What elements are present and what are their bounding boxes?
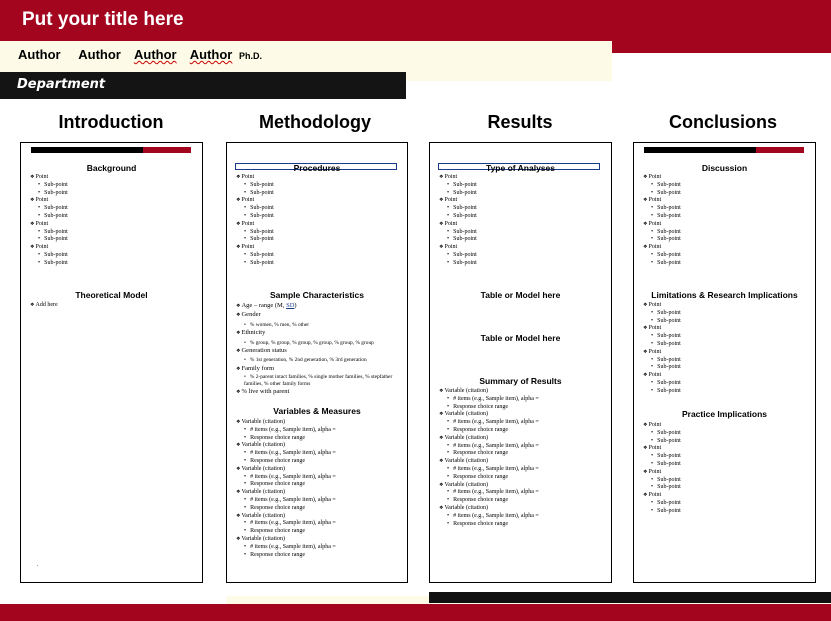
list-item: • Sub-point [643, 461, 681, 469]
list-item: ❖ Point [439, 174, 477, 182]
list-item: • # items (e.g., Sample item), alpha = [236, 520, 336, 528]
list-item: • Sub-point [643, 318, 681, 326]
results-panel[interactable] [429, 142, 612, 583]
conclusions-panel[interactable] [633, 142, 816, 583]
list-item: • Sub-point [30, 182, 68, 190]
list-item: ❖ Point [643, 221, 681, 229]
footer-bar [0, 604, 831, 621]
list-item: ❖ Family form [236, 365, 394, 374]
list-item: • Sub-point [236, 205, 274, 213]
list-item: • Response choice range [236, 481, 336, 489]
author-line[interactable] [18, 47, 272, 62]
summary-results-title: Summary of Results [479, 376, 562, 386]
list-item: • # items (e.g., Sample item), alpha = [236, 427, 336, 435]
stray-dot: . [37, 562, 39, 568]
list-item: ❖ Point [643, 469, 681, 477]
list-item: • # items (e.g., Sample item), alpha = [439, 466, 539, 474]
list-item: ❖ Variable (citation) [439, 435, 539, 443]
list-item: ❖ Point [643, 197, 681, 205]
age-sd: SD [286, 302, 295, 309]
list-item: ❖ Point [236, 174, 274, 182]
list-item: ❖ Variable (citation) [236, 419, 336, 427]
list-item: ❖ Variable (citation) [236, 513, 336, 521]
panel-accent-strip [31, 147, 191, 153]
list-item: ❖ Point [643, 174, 681, 182]
list-item: • # items (e.g., Sample item), alpha = [439, 443, 539, 451]
list-item: • Sub-point [439, 260, 477, 268]
list-item: • Sub-point [236, 229, 274, 237]
list-item: ❖ Add here [30, 302, 58, 310]
list-item: • Sub-point [643, 500, 681, 508]
limitations-title: Limitations & Research Implications [651, 290, 798, 300]
methodology-panel[interactable] [226, 142, 408, 583]
list-item: • # items (e.g., Sample item), alpha = [439, 396, 539, 404]
age-label: Age – range (M [241, 302, 283, 309]
list-item: • Sub-point [439, 205, 477, 213]
list-item: ❖ Point [236, 221, 274, 229]
list-item: • % group, % group, % group, % group, % group, % group [236, 339, 394, 347]
list-item: • % 1st generation, % 2nd generation, % 3rd generation [236, 356, 394, 364]
list-item: • Sub-point [643, 182, 681, 190]
practice-list [643, 422, 681, 516]
list-item: • Sub-point [236, 190, 274, 198]
list-item: • Sub-point [30, 252, 68, 260]
list-item: • # items (e.g., Sample item), alpha = [236, 497, 336, 505]
list-item: • Sub-point [439, 229, 477, 237]
list-item: ❖ Point [236, 197, 274, 205]
sample-list [236, 302, 394, 398]
list-item: • # items (e.g., Sample item), alpha = [439, 513, 539, 521]
heading-introduction[interactable]: Introduction [58, 112, 164, 132]
footer-dark-band [429, 592, 831, 603]
list-item: • % women, % men, % other [236, 321, 394, 329]
list-item: • Sub-point [643, 205, 681, 213]
introduction-panel[interactable] [20, 142, 203, 583]
discussion-title: Discussion [701, 163, 748, 173]
list-item: • Sub-point [643, 357, 681, 365]
background-title: Background [86, 163, 137, 173]
list-item: ❖ Point [236, 244, 274, 252]
procedures-title: Procedures [293, 163, 341, 173]
list-item: ❖ Point [643, 302, 681, 310]
procedures-list [236, 174, 274, 268]
discussion-list [643, 174, 681, 268]
list-item: • Sub-point [643, 341, 681, 349]
list-item: • Sub-point [643, 229, 681, 237]
list-item: ❖ Point [30, 221, 68, 229]
table-placeholder-1: Table or Model here [480, 290, 561, 300]
list-item: ❖ Variable (citation) [439, 482, 539, 490]
list-item: ❖ Variable (citation) [439, 411, 539, 419]
list-item: • Response choice range [439, 450, 539, 458]
list-item: • Response choice range [236, 528, 336, 536]
list-item: ❖ Point [643, 445, 681, 453]
list-item: • Sub-point [643, 438, 681, 446]
list-item: • Sub-point [643, 388, 681, 396]
list-item: • Response choice range [439, 521, 539, 529]
list-item: • Sub-point [643, 310, 681, 318]
variables-measures-title: Variables & Measures [273, 406, 361, 416]
list-item: • Sub-point [643, 190, 681, 198]
list-item: • # items (e.g., Sample item), alpha = [236, 474, 336, 482]
theoretical-list [30, 302, 58, 310]
type-of-analyses-title: Type of Analyses [486, 163, 555, 173]
list-item: • Response choice range [439, 474, 539, 482]
list-item: ❖ Variable (citation) [439, 505, 539, 513]
list-item: • Sub-point [439, 252, 477, 260]
heading-results[interactable]: Results [487, 112, 553, 132]
list-item: • Sub-point [643, 236, 681, 244]
list-item: ❖ Variable (citation) [236, 489, 336, 497]
variables-list [236, 419, 336, 559]
list-item: ❖ % live with parent [236, 388, 394, 397]
heading-methodology[interactable]: Methodology [259, 112, 371, 132]
list-item: ❖ Point [30, 174, 68, 182]
list-item: • Response choice range [236, 435, 336, 443]
list-item: • Response choice range [439, 404, 539, 412]
heading-conclusions[interactable]: Conclusions [668, 112, 777, 132]
list-item: ❖ Point [439, 244, 477, 252]
list-item: ❖ Variable (citation) [236, 466, 336, 474]
list-item: • Sub-point [643, 252, 681, 260]
list-item: • Sub-point [30, 190, 68, 198]
author-degree: Ph.D. [238, 51, 262, 61]
list-item: • % 2-parent intact families, % single mother families, % stepfather families, % other family forms [236, 374, 394, 388]
practice-implications-title: Practice Implications [681, 409, 768, 419]
list-item: • Sub-point [30, 236, 68, 244]
department-label[interactable]: Department [17, 77, 106, 92]
list-item: ❖ Variable (citation) [439, 458, 539, 466]
poster-title[interactable]: Put your title here [22, 9, 184, 30]
list-item: ❖ Generation status [236, 347, 394, 356]
theoretical-model-title: Theoretical Model [75, 290, 148, 300]
list-item: ❖ Variable (citation) [236, 536, 336, 544]
list-item: • Sub-point [439, 213, 477, 221]
list-item: ❖ Point [643, 422, 681, 430]
list-item: ❖ Gender [236, 311, 394, 320]
list-item: ❖ Variable (citation) [236, 442, 336, 450]
list-item: ❖ Point [30, 197, 68, 205]
sample-characteristics-title: Sample Characteristics [269, 290, 365, 300]
list-item: • Response choice range [439, 427, 539, 435]
list-item: • Sub-point [236, 260, 274, 268]
list-item: • Response choice range [236, 552, 336, 560]
list-item: ❖ Point [439, 221, 477, 229]
list-item: • Sub-point [439, 190, 477, 198]
list-item: • Sub-point [643, 364, 681, 372]
list-item: ❖ Point [643, 244, 681, 252]
list-item: • Sub-point [30, 260, 68, 268]
list-item: • Sub-point [30, 213, 68, 221]
table-placeholder-2: Table or Model here [480, 333, 561, 343]
list-item: • Sub-point [236, 236, 274, 244]
list-item: • Sub-point [643, 333, 681, 341]
list-item: • Sub-point [643, 430, 681, 438]
analyses-list [439, 174, 477, 268]
list-item: ❖ Variable (citation) [439, 388, 539, 396]
author-1: Author [18, 47, 61, 62]
list-item: ❖ Point [643, 372, 681, 380]
author-3: Author [133, 47, 177, 62]
list-item: ❖ Point [30, 244, 68, 252]
list-item: • Sub-point [236, 252, 274, 260]
list-item: • Response choice range [236, 458, 336, 466]
list-item: • Response choice range [439, 497, 539, 505]
list-item: • Sub-point [643, 260, 681, 268]
list-item: • # items (e.g., Sample item), alpha = [236, 450, 336, 458]
list-item: ❖ Point [439, 197, 477, 205]
list-item: • # items (e.g., Sample item), alpha = [236, 544, 336, 552]
list-item: ❖ Age – range (M, SD) [236, 302, 394, 311]
list-item: • Sub-point [643, 508, 681, 516]
list-item: • Sub-point [439, 236, 477, 244]
list-item: • Sub-point [236, 182, 274, 190]
title-bar-extension [612, 41, 831, 53]
summary-list [439, 388, 539, 528]
list-item: ❖ Point [643, 349, 681, 357]
list-item: • Sub-point [643, 477, 681, 485]
list-item: ❖ Point [643, 325, 681, 333]
list-item: • Sub-point [643, 453, 681, 461]
list-item: • Sub-point [643, 380, 681, 388]
background-list [30, 174, 68, 268]
list-item: • Sub-point [439, 182, 477, 190]
list-item: ❖ Ethnicity [236, 329, 394, 338]
list-item: • Sub-point [643, 213, 681, 221]
list-item: • Sub-point [236, 213, 274, 221]
author-4: Author [189, 47, 233, 62]
list-item: • # items (e.g., Sample item), alpha = [439, 419, 539, 427]
list-item: ❖ Point [643, 492, 681, 500]
list-item: • # items (e.g., Sample item), alpha = [439, 489, 539, 497]
list-item: • Sub-point [643, 484, 681, 492]
author-2: Author [78, 47, 121, 62]
limitations-list [643, 302, 681, 396]
panel-accent-strip [644, 147, 804, 153]
list-item: • Sub-point [30, 205, 68, 213]
list-item: • Sub-point [30, 229, 68, 237]
list-item: • Response choice range [236, 505, 336, 513]
